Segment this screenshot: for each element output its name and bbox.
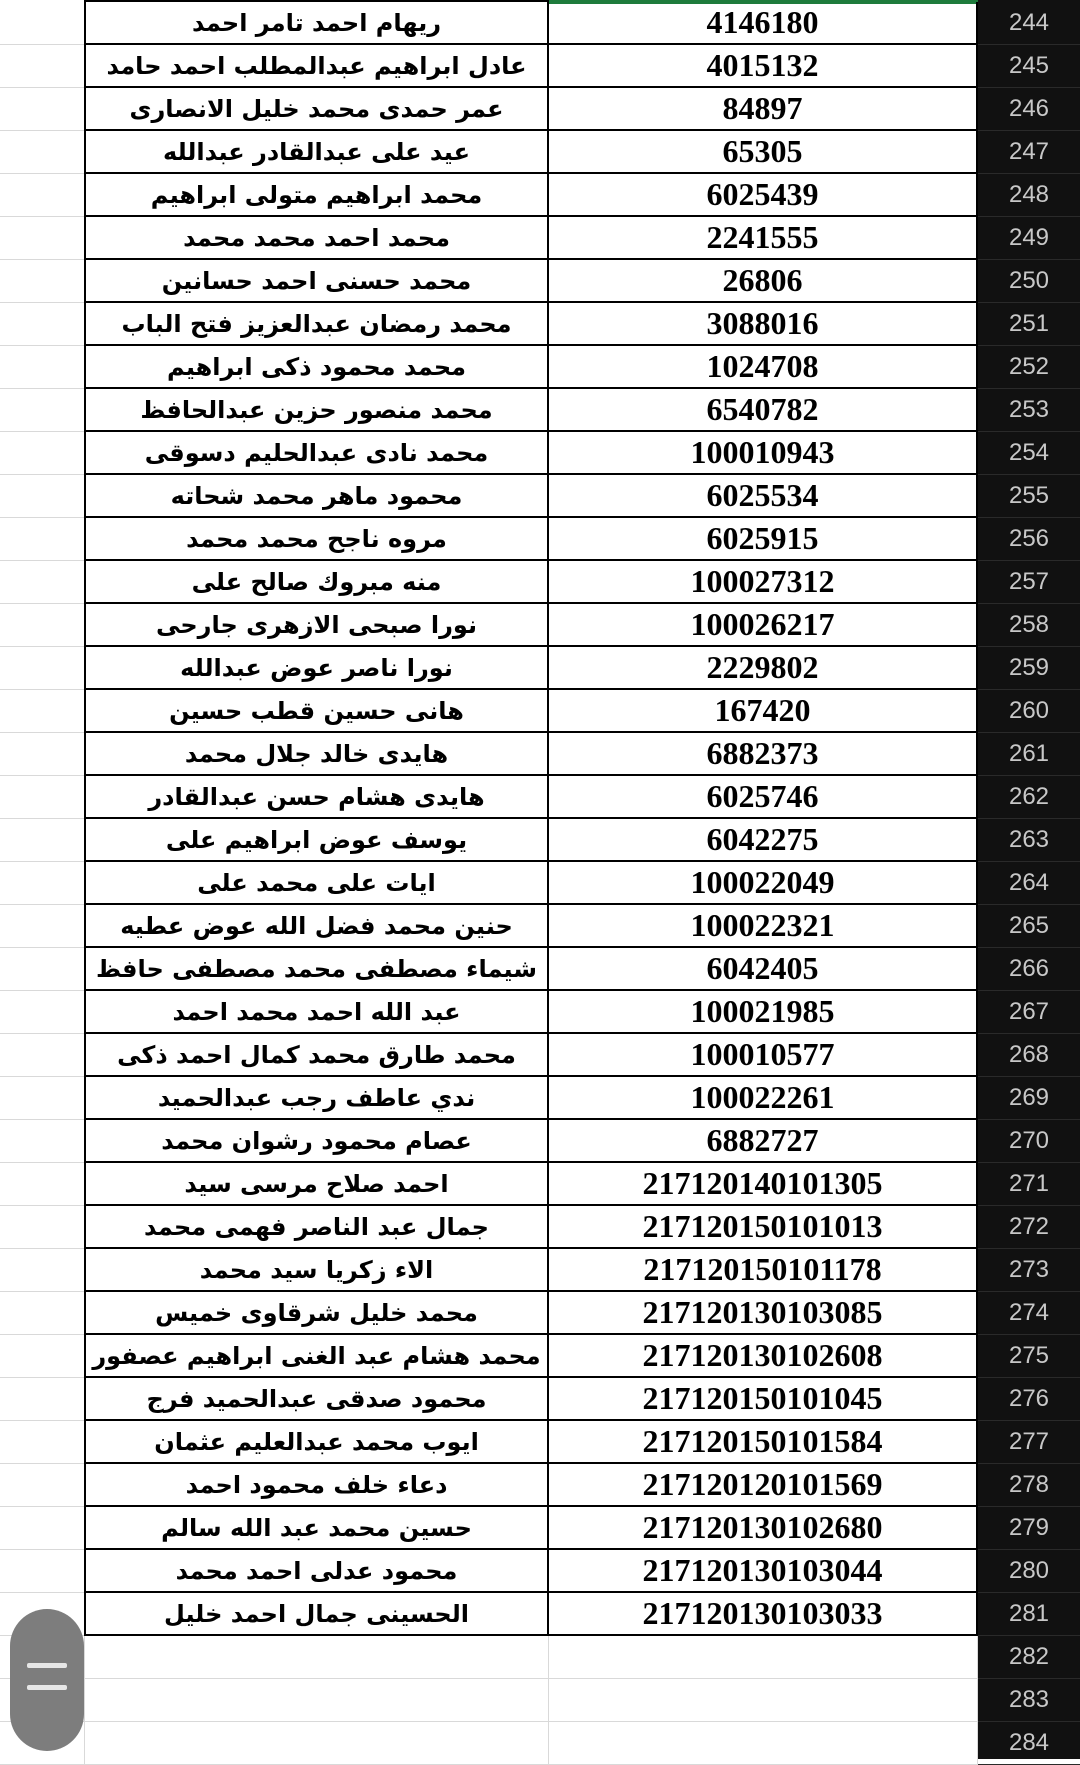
row-number[interactable]: 246 bbox=[978, 88, 1080, 131]
table-row bbox=[84, 604, 978, 647]
name-cell[interactable]: عمر حمدى محمد خليل الانصارى bbox=[84, 88, 549, 129]
empty-cell[interactable] bbox=[84, 1679, 549, 1721]
id-cell[interactable]: 100027312 bbox=[549, 561, 978, 602]
id-cell[interactable]: 6882727 bbox=[549, 1120, 978, 1161]
table-row bbox=[84, 1206, 978, 1249]
name-cell[interactable]: الحسينى جمال احمد خليل bbox=[84, 1593, 549, 1634]
id-cell[interactable]: 100022321 bbox=[549, 905, 978, 946]
id-cell[interactable]: 6025439 bbox=[549, 174, 978, 215]
name-cell[interactable]: ريهام احمد تامر احمد bbox=[84, 2, 549, 43]
row-number[interactable]: 259 bbox=[978, 647, 1080, 690]
table-row bbox=[84, 346, 978, 389]
id-cell[interactable]: 6882373 bbox=[549, 733, 978, 774]
table-row bbox=[84, 518, 978, 561]
name-cell[interactable]: عبد الله احمد محمد احمد bbox=[84, 991, 549, 1032]
id-cell[interactable]: 167420 bbox=[549, 690, 978, 731]
row-number[interactable]: 270 bbox=[978, 1120, 1080, 1163]
name-cell[interactable]: محمد هشام عبد الغنى ابراهيم عصفور bbox=[84, 1335, 549, 1376]
name-cell[interactable]: محمد نادى عبدالحليم دسوقى bbox=[84, 432, 549, 473]
row-number[interactable]: 244 bbox=[978, 2, 1080, 45]
grip-line-icon bbox=[27, 1685, 67, 1690]
name-cell[interactable]: محمد خليل شرقاوى خميس bbox=[84, 1292, 549, 1333]
name-cell[interactable]: دعاء خلف محمود احمد bbox=[84, 1464, 549, 1505]
name-cell[interactable]: الاء زكريا سيد محمد bbox=[84, 1249, 549, 1290]
table-row bbox=[84, 1163, 978, 1206]
row-number[interactable]: 280 bbox=[978, 1550, 1080, 1593]
table-row bbox=[84, 45, 978, 88]
row-number[interactable]: 258 bbox=[978, 604, 1080, 647]
table-row bbox=[84, 1292, 978, 1335]
table-row bbox=[84, 1335, 978, 1378]
id-cell[interactable]: 100010577 bbox=[549, 1034, 978, 1075]
empty-row bbox=[84, 1636, 978, 1679]
row-number[interactable]: 266 bbox=[978, 948, 1080, 991]
id-cell[interactable]: 217120130103085 bbox=[549, 1292, 978, 1333]
table-row bbox=[84, 88, 978, 131]
id-cell[interactable]: 26806 bbox=[549, 260, 978, 301]
table-row bbox=[84, 432, 978, 475]
row-number[interactable]: 272 bbox=[978, 1206, 1080, 1249]
name-cell[interactable]: عيد على عبدالقادر عبدالله bbox=[84, 131, 549, 172]
row-number[interactable]: 273 bbox=[978, 1249, 1080, 1292]
row-number[interactable]: 248 bbox=[978, 174, 1080, 217]
table-row bbox=[84, 1249, 978, 1292]
table-row bbox=[84, 260, 978, 303]
table-row bbox=[84, 991, 978, 1034]
name-cell[interactable]: نورا ناصر عوض عبدالله bbox=[84, 647, 549, 688]
row-number[interactable]: 264 bbox=[978, 862, 1080, 905]
table-row bbox=[84, 1464, 978, 1507]
row-number[interactable]: 274 bbox=[978, 1292, 1080, 1335]
table-row bbox=[84, 690, 978, 733]
table-row bbox=[84, 647, 978, 690]
table-row bbox=[84, 1550, 978, 1593]
name-cell[interactable]: نورا صبحى الازهرى جارحى bbox=[84, 604, 549, 645]
row-number[interactable]: 278 bbox=[978, 1464, 1080, 1507]
empty-column-a[interactable] bbox=[0, 0, 84, 1759]
empty-cell[interactable] bbox=[84, 1722, 549, 1764]
id-cell[interactable]: 6025534 bbox=[549, 475, 978, 516]
id-cell[interactable]: 3088016 bbox=[549, 303, 978, 344]
scroll-handle[interactable] bbox=[10, 1609, 84, 1751]
name-cell[interactable]: محمد محمود ذكى ابراهيم bbox=[84, 346, 549, 387]
id-cell[interactable]: 2229802 bbox=[549, 647, 978, 688]
name-cell[interactable]: ايات على محمد على bbox=[84, 862, 549, 903]
table-row bbox=[84, 131, 978, 174]
name-cell[interactable]: محمد احمد محمد محمد bbox=[84, 217, 549, 258]
row-number[interactable]: 255 bbox=[978, 475, 1080, 518]
row-number[interactable]: 279 bbox=[978, 1507, 1080, 1550]
name-cell[interactable]: محمد منصور حزين عبدالحافظ bbox=[84, 389, 549, 430]
empty-row bbox=[84, 1679, 978, 1722]
name-cell[interactable]: ايوب محمد عبدالعليم عثمان bbox=[84, 1421, 549, 1462]
row-number[interactable]: 284 bbox=[978, 1722, 1080, 1765]
table-row bbox=[84, 1034, 978, 1077]
id-cell[interactable]: 217120130103033 bbox=[549, 1593, 978, 1634]
row-number[interactable]: 263 bbox=[978, 819, 1080, 862]
row-number[interactable]: 247 bbox=[978, 131, 1080, 174]
name-cell[interactable]: محمد حسنى احمد حسانين bbox=[84, 260, 549, 301]
row-number[interactable]: 250 bbox=[978, 260, 1080, 303]
name-cell[interactable]: منه مبروك صالح على bbox=[84, 561, 549, 602]
row-number[interactable]: 254 bbox=[978, 432, 1080, 475]
id-cell[interactable]: 65305 bbox=[549, 131, 978, 172]
name-cell[interactable]: عادل ابراهيم عبدالمطلب احمد حامد bbox=[84, 45, 549, 86]
grip-line-icon bbox=[27, 1663, 67, 1668]
table-row bbox=[84, 1507, 978, 1550]
name-cell[interactable]: شيماء مصطفى محمد مصطفى حافظ bbox=[84, 948, 549, 989]
name-cell[interactable]: جمال عبد الناصر فهمى محمد bbox=[84, 1206, 549, 1247]
id-cell[interactable]: 217120130102680 bbox=[549, 1507, 978, 1548]
table-row bbox=[84, 303, 978, 346]
row-number[interactable]: 252 bbox=[978, 346, 1080, 389]
id-cell[interactable]: 217120130102608 bbox=[549, 1335, 978, 1376]
row-number[interactable]: 282 bbox=[978, 1636, 1080, 1679]
row-number[interactable]: 265 bbox=[978, 905, 1080, 948]
table-row bbox=[84, 905, 978, 948]
table-row bbox=[84, 819, 978, 862]
row-number-column bbox=[978, 0, 1080, 1759]
row-number[interactable]: 269 bbox=[978, 1077, 1080, 1120]
row-number[interactable]: 257 bbox=[978, 561, 1080, 604]
id-cell[interactable]: 2241555 bbox=[549, 217, 978, 258]
name-cell[interactable]: مروه ناجح محمد محمد bbox=[84, 518, 549, 559]
id-cell[interactable]: 217120130103044 bbox=[549, 1550, 978, 1591]
name-cell[interactable]: احمد صلاح مرسى سيد bbox=[84, 1163, 549, 1204]
row-number[interactable]: 262 bbox=[978, 776, 1080, 819]
row-number[interactable]: 261 bbox=[978, 733, 1080, 776]
table-row bbox=[84, 217, 978, 260]
name-cell[interactable]: حنين محمد فضل الله عوض عطيه bbox=[84, 905, 549, 946]
name-cell[interactable]: محمود صدقى عبدالحميد فرج bbox=[84, 1378, 549, 1419]
name-cell[interactable]: هايدى هشام حسن عبدالقادر bbox=[84, 776, 549, 817]
empty-cell[interactable] bbox=[549, 1636, 978, 1678]
table-row bbox=[84, 948, 978, 991]
row-number[interactable]: 276 bbox=[978, 1378, 1080, 1421]
row-number[interactable]: 277 bbox=[978, 1421, 1080, 1464]
row-number[interactable]: 281 bbox=[978, 1593, 1080, 1636]
table-row bbox=[84, 174, 978, 217]
id-cell[interactable]: 100022261 bbox=[549, 1077, 978, 1118]
id-cell[interactable]: 217120150101584 bbox=[549, 1421, 978, 1462]
name-cell[interactable]: هايدى خالد جلال محمد bbox=[84, 733, 549, 774]
name-cell[interactable]: محمود عدلى احمد محمد bbox=[84, 1550, 549, 1591]
table-row bbox=[84, 1421, 978, 1464]
id-cell[interactable]: 217120140101305 bbox=[549, 1163, 978, 1204]
id-cell[interactable]: 100021985 bbox=[549, 991, 978, 1032]
name-cell[interactable]: عصام محمود رشوان محمد bbox=[84, 1120, 549, 1161]
name-cell[interactable]: حسين محمد عبد الله سالم bbox=[84, 1507, 549, 1548]
id-cell[interactable]: 100022049 bbox=[549, 862, 978, 903]
name-cell[interactable]: محمد ابراهيم متولى ابراهيم bbox=[84, 174, 549, 215]
empty-cell[interactable] bbox=[549, 1679, 978, 1721]
table-row bbox=[84, 1077, 978, 1120]
row-number[interactable]: 268 bbox=[978, 1034, 1080, 1077]
id-cell[interactable]: 6042405 bbox=[549, 948, 978, 989]
table-row bbox=[84, 1593, 978, 1636]
empty-cell[interactable] bbox=[84, 1636, 549, 1678]
id-cell[interactable]: 217120150101045 bbox=[549, 1378, 978, 1419]
name-cell[interactable]: هانى حسين قطب حسين bbox=[84, 690, 549, 731]
row-number[interactable]: 267 bbox=[978, 991, 1080, 1034]
table-row bbox=[84, 1378, 978, 1421]
table-row bbox=[84, 475, 978, 518]
empty-cell[interactable] bbox=[549, 1722, 978, 1764]
row-number[interactable]: 260 bbox=[978, 690, 1080, 733]
row-number[interactable]: 253 bbox=[978, 389, 1080, 432]
row-number[interactable]: 245 bbox=[978, 45, 1080, 88]
table-row bbox=[84, 561, 978, 604]
id-cell[interactable]: 4146180 bbox=[549, 2, 978, 43]
table-row bbox=[84, 733, 978, 776]
id-cell[interactable]: 6025746 bbox=[549, 776, 978, 817]
row-number[interactable]: 275 bbox=[978, 1335, 1080, 1378]
id-cell[interactable]: 84897 bbox=[549, 88, 978, 129]
id-cell[interactable]: 6025915 bbox=[549, 518, 978, 559]
id-cell[interactable]: 4015132 bbox=[549, 45, 978, 86]
table-row bbox=[84, 862, 978, 905]
row-number[interactable]: 249 bbox=[978, 217, 1080, 260]
table-row bbox=[84, 776, 978, 819]
id-cell[interactable]: 6540782 bbox=[549, 389, 978, 430]
table-row bbox=[84, 389, 978, 432]
table-row bbox=[84, 1120, 978, 1163]
name-cell[interactable]: محمد طارق محمد كمال احمد ذكى bbox=[84, 1034, 549, 1075]
id-cell[interactable]: 6042275 bbox=[549, 819, 978, 860]
row-number[interactable]: 251 bbox=[978, 303, 1080, 346]
table-row bbox=[84, 2, 978, 45]
name-cell[interactable]: محمد رمضان عبدالعزيز فتح الباب bbox=[84, 303, 549, 344]
id-cell[interactable]: 217120150101013 bbox=[549, 1206, 978, 1247]
row-number[interactable]: 283 bbox=[978, 1679, 1080, 1722]
row-number[interactable]: 256 bbox=[978, 518, 1080, 561]
name-cell[interactable]: محمود ماهر محمد شحاته bbox=[84, 475, 549, 516]
id-cell[interactable]: 217120120101569 bbox=[549, 1464, 978, 1505]
name-cell[interactable]: ندي عاطف رجب عبدالحميد bbox=[84, 1077, 549, 1118]
id-cell[interactable]: 217120150101178 bbox=[549, 1249, 978, 1290]
row-number[interactable]: 271 bbox=[978, 1163, 1080, 1206]
id-cell[interactable]: 1024708 bbox=[549, 346, 978, 387]
id-cell[interactable]: 100026217 bbox=[549, 604, 978, 645]
id-cell[interactable]: 100010943 bbox=[549, 432, 978, 473]
name-cell[interactable]: يوسف عوض ابراهيم على bbox=[84, 819, 549, 860]
